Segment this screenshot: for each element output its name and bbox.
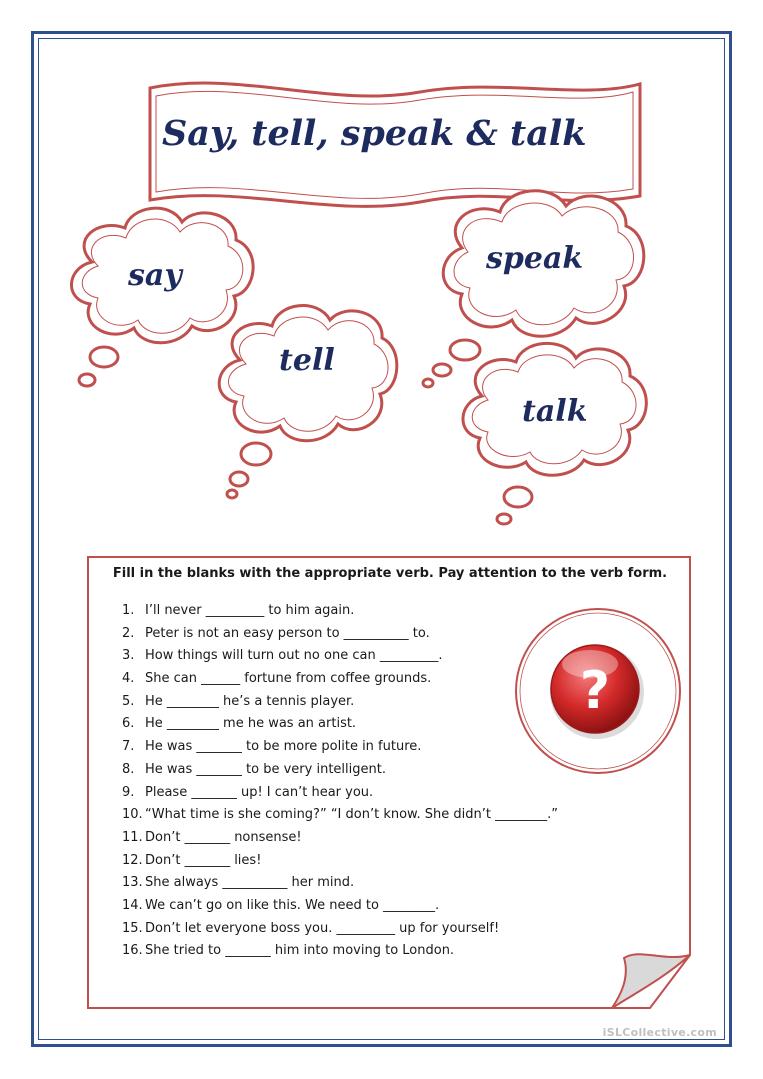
bubble-word-speak: speak <box>486 241 584 276</box>
question-item <box>122 713 558 736</box>
watermark: iSLCollective.com <box>602 1026 717 1039</box>
question-text: I’ll never _________ to him again. <box>145 603 355 618</box>
question-number: 14. <box>122 897 143 913</box>
question-item <box>122 918 558 941</box>
question-item <box>122 623 558 646</box>
question-item <box>122 850 558 873</box>
question-number: 12. <box>122 852 143 868</box>
question-text: Don’t _______ nonsense! <box>145 829 302 845</box>
question-item <box>122 782 558 805</box>
question-item <box>122 827 558 850</box>
question-item <box>122 895 558 918</box>
question-text: We can’t go on like this. We need to ________. <box>145 897 440 913</box>
question-number: 1. <box>122 603 135 618</box>
worksheet-title: Say, tell, speak & talk <box>162 113 587 154</box>
question-text: “What time is she coming?” “I don’t know. She didn’t ________.” <box>145 807 558 823</box>
bubble-word-tell: tell <box>279 343 335 378</box>
question-number: 11. <box>122 829 143 845</box>
question-text: She always __________ her mind. <box>145 875 355 891</box>
question-text: Please _______ up! I can’t hear you. <box>145 784 374 800</box>
question-text: Don’t let everyone boss you. _________ up for yourself! <box>145 920 500 936</box>
question-text: Peter is not an easy person to __________ to. <box>145 625 430 641</box>
bubble-word-talk: talk <box>522 394 588 429</box>
question-number: 3. <box>122 648 135 664</box>
question-text: He was _______ to be more polite in future. <box>145 739 422 755</box>
question-number: 6. <box>122 716 135 732</box>
question-number: 9. <box>122 784 135 800</box>
question-item <box>122 872 558 895</box>
question-item <box>122 804 558 827</box>
question-number: 13. <box>122 875 143 891</box>
question-item <box>122 691 558 714</box>
question-number: 2. <box>122 625 135 641</box>
question-item <box>122 759 558 782</box>
question-number: 7. <box>122 739 135 755</box>
question-text: He ________ me he was an artist. <box>145 716 357 732</box>
question-number: 8. <box>122 761 135 777</box>
question-text: She can ______ fortune from coffee grounds. <box>145 671 432 687</box>
thought-bubble-say <box>71 208 253 386</box>
bubble-word-say: say <box>128 258 182 293</box>
question-item <box>122 940 558 963</box>
question-number: 16. <box>122 943 143 959</box>
question-number: 4. <box>122 671 135 687</box>
thought-bubble-tell <box>219 306 397 498</box>
question-item <box>122 645 558 668</box>
question-text: Don’t _______ lies! <box>145 852 262 868</box>
question-text: He ________ he’s a tennis player. <box>145 693 355 709</box>
question-text: How things will turn out no one can _________. <box>145 648 443 664</box>
question-list <box>122 600 558 963</box>
svg-text:?: ? <box>579 661 611 721</box>
exercise-instructions: Fill in the blanks with the appropriate verb. Pay attention to the verb form. <box>112 566 668 581</box>
question-item <box>122 736 558 759</box>
question-item <box>122 600 558 623</box>
question-item <box>122 668 558 691</box>
question-number: 15. <box>122 920 143 936</box>
question-text: She tried to _______ him into moving to London. <box>145 943 455 959</box>
question-number: 5. <box>122 693 135 709</box>
thought-bubble-talk <box>463 343 646 524</box>
question-text: He was _______ to be very intelligent. <box>145 761 386 777</box>
question-number: 10. <box>122 807 143 823</box>
